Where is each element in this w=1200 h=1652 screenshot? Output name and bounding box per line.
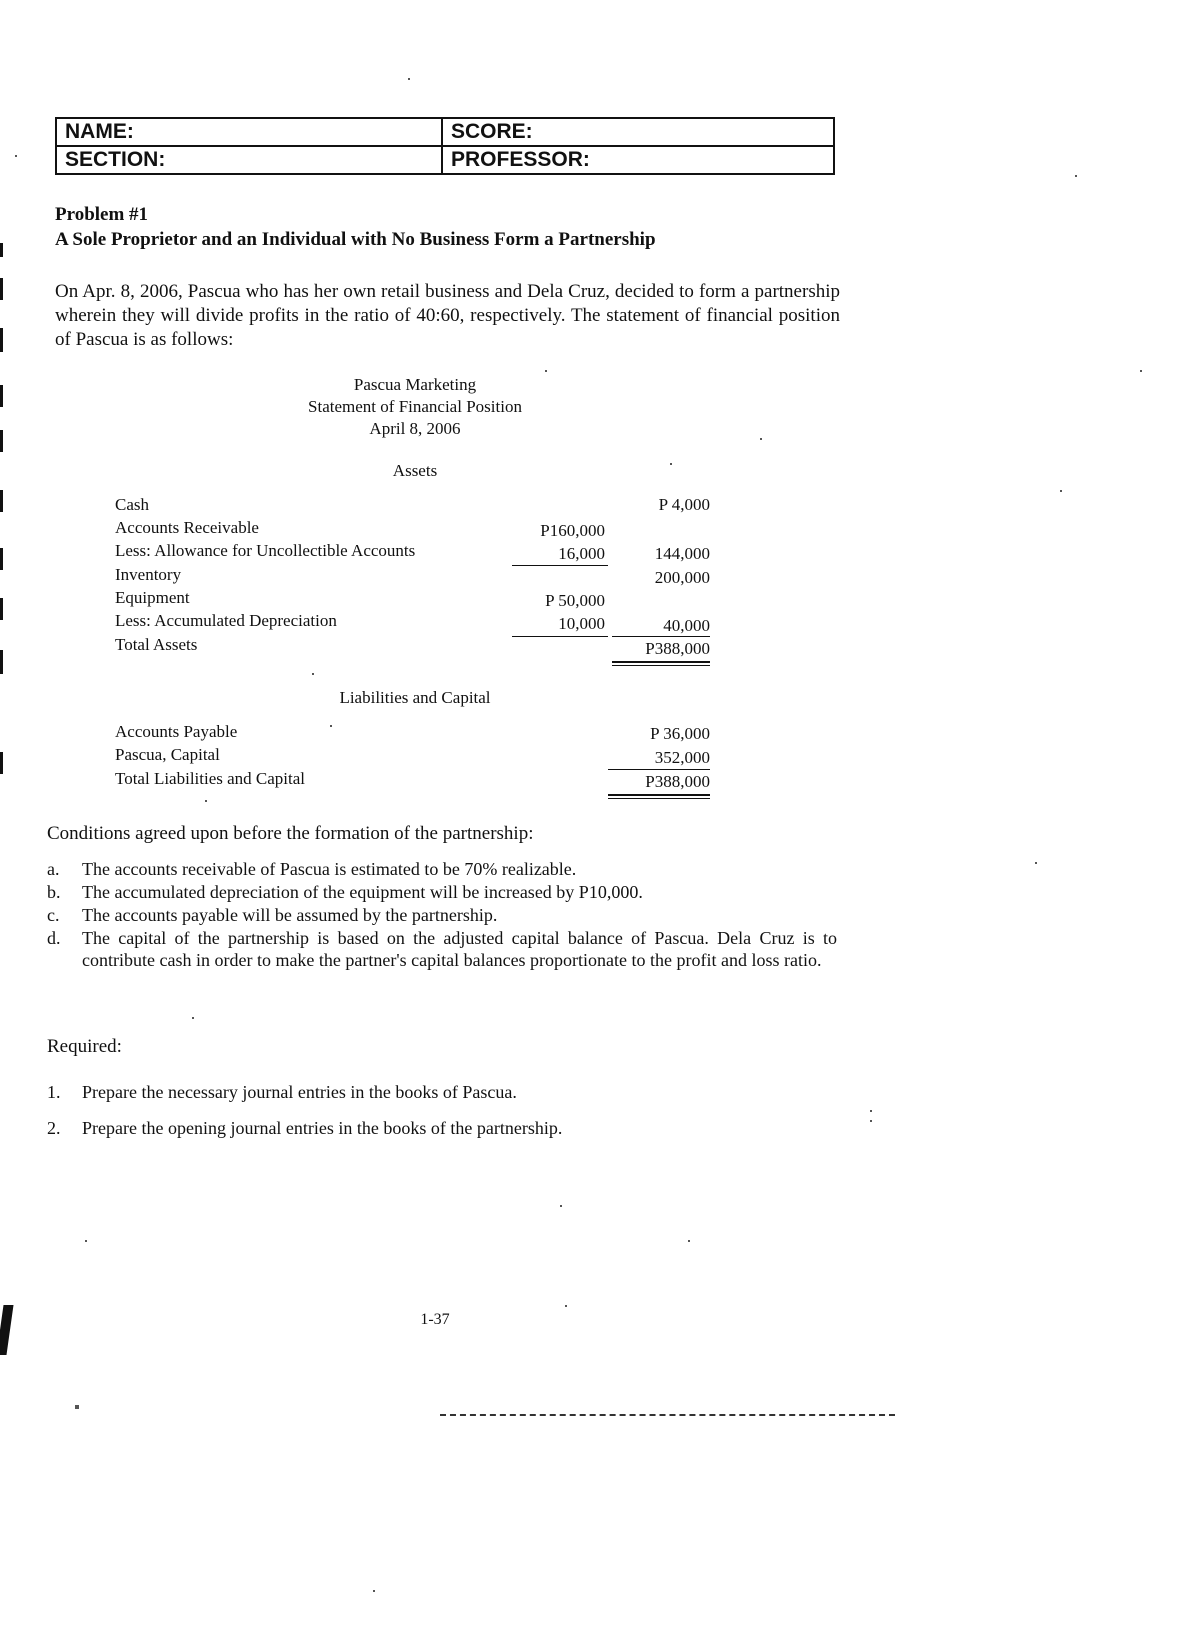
liabilities-heading: Liabilities and Capital [339, 688, 491, 707]
scan-edge-mark [0, 752, 3, 774]
asset-subamount: P160,000 [540, 521, 605, 540]
scan-speck [205, 800, 207, 802]
total-rule [608, 769, 710, 770]
scan-edge-mark [0, 650, 3, 674]
liability-amount: 352,000 [654, 748, 710, 767]
liability-label: Pascua, Capital [115, 745, 220, 764]
scan-speck [688, 1240, 690, 1242]
required-heading: Required: [47, 1036, 122, 1057]
scan-speck [560, 1205, 562, 1207]
list-item [47, 1080, 517, 1104]
liability-amount: P 36,000 [650, 724, 710, 743]
problem-intro: On Apr. 8, 2006, Pascua who has her own retail business and Dela Cruz, decided to form a partnership wherein they will divide profits in the ratio of 40:60, respectively. The statement of financial position of Pascua is as follows: [55, 281, 840, 350]
scan-speck [373, 1590, 375, 1592]
list-text: The accounts receivable of Pascua is estimated to be 70% realizable. [82, 859, 577, 879]
asset-subamount: 10,000 [558, 614, 605, 633]
professor-label: PROFESSOR: [451, 148, 590, 171]
liability-label: Accounts Payable [115, 722, 238, 741]
asset-subamount: 16,000 [558, 544, 605, 563]
scan-edge-mark [0, 548, 3, 570]
double-underline [608, 798, 710, 799]
scan-speck [85, 1240, 87, 1242]
section-field[interactable] [56, 146, 442, 174]
total-liabilities-amount: P388,000 [645, 772, 710, 791]
list-marker: d. [47, 928, 61, 948]
scan-speck [408, 78, 410, 80]
asset-amount: 40,000 [663, 616, 710, 635]
student-info-table [55, 117, 835, 175]
liability-label: Total Liabilities and Capital [115, 769, 306, 788]
list-marker: b. [47, 882, 61, 902]
total-rule [612, 636, 710, 637]
scan-dash-line [440, 1414, 895, 1416]
section-label: SECTION: [65, 148, 166, 171]
scan-speck [312, 673, 314, 675]
scan-speck [565, 1305, 567, 1307]
list-item [47, 904, 837, 926]
asset-amount: 144,000 [654, 544, 710, 563]
name-label: NAME: [65, 120, 134, 143]
scan-edge-mark [0, 1305, 14, 1355]
asset-amount: 200,000 [654, 568, 710, 587]
scan-speck [870, 1120, 872, 1122]
asset-label: Inventory [115, 565, 182, 584]
list-item [47, 927, 837, 971]
double-underline [608, 794, 710, 796]
scan-speck [1140, 370, 1142, 372]
list-marker: 1. [47, 1082, 61, 1102]
scan-speck [870, 1110, 872, 1112]
scan-speck [760, 438, 762, 440]
scan-speck [1075, 175, 1077, 177]
scan-speck [192, 1017, 194, 1019]
problem-title: A Sole Proprietor and an Individual with No Business Form a Partnership [55, 229, 656, 250]
list-text: The accounts payable will be assumed by the partnership. [82, 905, 498, 925]
asset-subamount: P 50,000 [545, 591, 605, 610]
asset-label: Less: Accumulated Depreciation [115, 611, 337, 630]
scan-speck [75, 1405, 79, 1409]
list-text: Prepare the opening journal entries in the books of the partnership. [82, 1118, 563, 1138]
list-text: The accumulated depreciation of the equipment will be increased by P10,000. [82, 882, 643, 902]
list-text: The capital of the partnership is based on the adjusted capital balance of Pascua. Dela Cruz is to contribute cash in order to make the partner's capital balances proportionate to the profit and loss ratio. [82, 928, 837, 970]
scan-edge-mark [0, 328, 3, 352]
page-number: 1-37 [420, 1311, 450, 1328]
score-label: SCORE: [451, 120, 533, 143]
asset-label: Accounts Receivable [115, 518, 259, 537]
double-underline [612, 661, 710, 663]
double-underline [612, 665, 710, 666]
total-assets-amount: P388,000 [645, 639, 710, 658]
scan-edge-mark [0, 490, 3, 512]
scan-speck [15, 155, 17, 157]
assets-heading: Assets [392, 461, 438, 480]
scan-edge-mark [0, 278, 3, 300]
asset-label: Cash [115, 495, 149, 514]
scan-speck [670, 463, 672, 465]
statement-title: Statement of Financial Position [308, 397, 522, 416]
professor-field[interactable] [442, 146, 834, 174]
scan-edge-mark [0, 385, 3, 407]
list-marker: 2. [47, 1118, 61, 1138]
conditions-heading: Conditions agreed upon before the formation of the partnership: [47, 823, 534, 844]
scan-speck [330, 725, 332, 727]
problem-number: Problem #1 [55, 204, 149, 225]
scan-speck [1060, 490, 1062, 492]
score-field[interactable] [442, 118, 834, 146]
list-marker: a. [47, 859, 60, 879]
asset-label: Total Assets [115, 635, 198, 654]
list-item [47, 881, 837, 903]
asset-label: Equipment [115, 588, 190, 607]
statement-company: Pascua Marketing [353, 375, 477, 394]
asset-amount: P 4,000 [658, 495, 710, 514]
asset-label: Less: Allowance for Uncollectible Accounts [115, 541, 416, 560]
list-marker: c. [47, 905, 60, 925]
scan-edge-mark [0, 430, 3, 452]
name-field[interactable] [56, 118, 442, 146]
subtotal-rule [512, 636, 608, 637]
scan-edge-mark [0, 598, 3, 620]
scan-speck [545, 370, 547, 372]
conditions-list [47, 858, 837, 972]
list-text: Prepare the necessary journal entries in the books of Pascua. [82, 1082, 517, 1102]
list-item [47, 858, 837, 880]
scan-edge-mark [0, 243, 3, 257]
list-item [47, 1116, 562, 1140]
scan-speck [1035, 862, 1037, 864]
statement-date: April 8, 2006 [369, 419, 461, 438]
subtotal-rule [512, 565, 608, 566]
